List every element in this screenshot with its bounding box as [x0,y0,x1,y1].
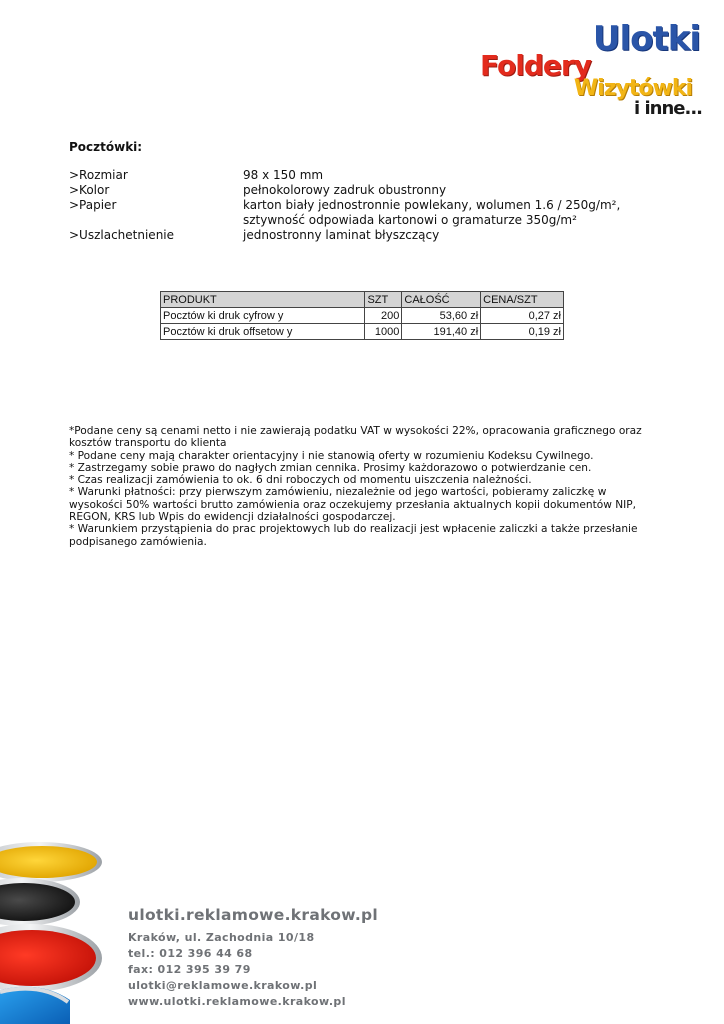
table-header-row [161,292,564,308]
contact-block [128,906,378,1010]
spec-value: pełnokolorowy zadruk obustronny [243,183,447,197]
table-cell: 1000 [365,324,402,340]
brand-logo [470,20,710,120]
spec-row-size [69,168,669,183]
table-cell: 0,19 zł [481,324,564,340]
table-cell: 191,40 zł [402,324,481,340]
table-cell: Pocztów ki druk cyfrow y [161,308,365,324]
note-item: *Podane ceny są cenami netto i nie zawierają podatku VAT w wysokości 22%, opracowania graficznego oraz kosztów transportu do klienta [69,425,642,450]
note-item: * Podane ceny mają charakter orientacyjny i nie stanowią oferty w rozumieniu Kodeksu Cywilnego. [69,449,594,462]
fax: fax: 012 395 39 79 [128,963,251,976]
paint-cans-illustration [0,840,130,1024]
table-row [161,308,564,324]
note-item: * Zastrzegamy sobie prawo do nagłych zmian cennika. Prosimy każdorazowo o potwierdzanie cen. [69,461,592,474]
spec-value: 98 x 150 mm [243,168,324,182]
logo-line-wizytowki: Wizytówki [573,76,692,101]
column-header: SZT [365,292,402,308]
note-item: * Warunki płatności: przy pierwszym zamówieniu, niezależnie od jego wartości, pobieramy zaliczkę w wysokości 50% wartości brutto zamówienia oraz oczekujemy przesłania aktualnych kopii dokumentów NIP, REGON, KRS lub Wpis do ewidencji działalności gospodarczej. [69,486,637,524]
website-link[interactable]: www.ulotki.reklamowe.krakow.pl [128,995,346,1008]
terms-notes [69,425,654,548]
page-title: Pocztówki: [69,140,143,154]
table-row [161,324,564,340]
table-cell: 200 [365,308,402,324]
spec-row-color [69,183,669,198]
table-cell: 53,60 zł [402,308,481,324]
column-header: PRODUKT [161,292,365,308]
spec-value-line: karton biały jednostronnie powlekany, wolumen 1.6 / 250g/m², [243,198,621,212]
table-cell: Pocztów ki druk offsetow y [161,324,365,340]
spec-label: >Rozmiar [69,168,128,182]
spec-label: >Uszlachetnienie [69,228,175,242]
note-item: * Czas realizacji zamówienia to ok. 6 dni roboczych od momentu uiszczenia należności. [69,474,532,487]
spec-label: >Papier [69,198,117,212]
spec-value: jednostronny laminat błyszczący [243,228,440,242]
blue-paint-can [0,987,70,1024]
logo-line-foldery: Foldery [480,49,591,82]
column-header: CAŁOŚĆ [402,292,481,308]
phone: tel.: 012 396 44 68 [128,947,253,960]
note-item: * Warunkiem przystąpienia do prac projektowych lub do realizacji jest wpłacenie zaliczki a także przesłanie podpisanego zamówienia. [69,523,638,548]
spec-row-paper [69,198,669,228]
spec-list [69,168,669,243]
email-link[interactable]: ulotki@reklamowe.krakow.pl [128,979,318,992]
column-header: CENA/SZT [481,292,564,308]
spec-value-line: sztywność odpowiada kartonowi o gramaturze 350g/m² [243,213,577,227]
table-cell: 0,27 zł [481,308,564,324]
website-heading[interactable]: ulotki.reklamowe.krakow.pl [128,906,379,924]
spec-row-finish [69,228,669,243]
price-table [160,291,564,340]
logo-line-ulotki: Ulotki [592,19,700,59]
spec-label: >Kolor [69,183,110,197]
logo-line-i-inne: i inne... [634,98,702,119]
address: Kraków, ul. Zachodnia 10/18 [128,931,315,944]
spec-value [243,198,669,228]
